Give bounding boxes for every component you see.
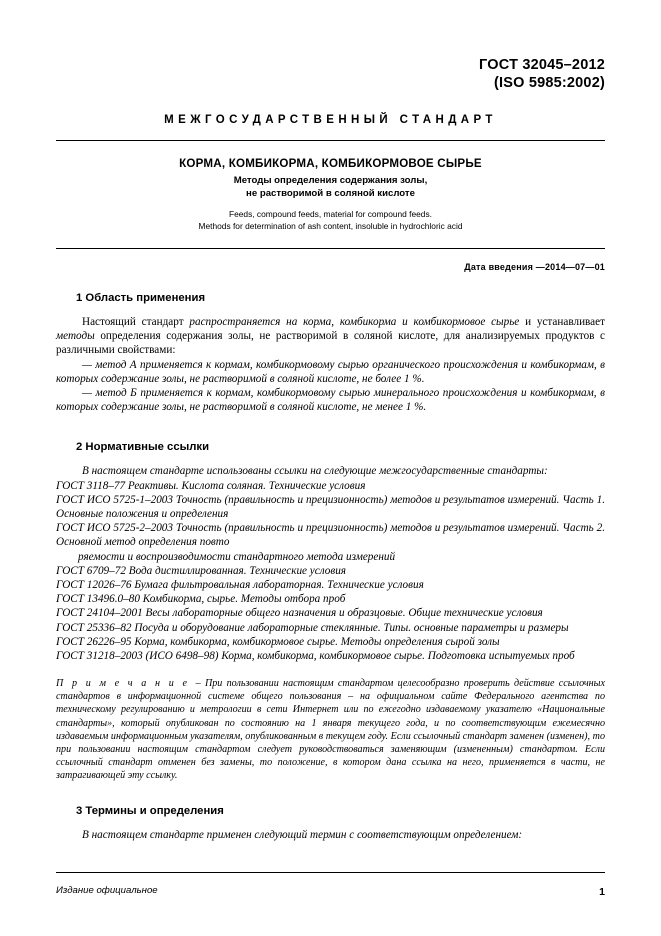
note-text: – При пользовании настоящим стандартом целесообразно проверить действие ссылочных стандартов в информационной системе общего пользования – на официальном сайте Федерального агентства по техническому регулированию и метрологии в сети Интернет или по ежегодно издаваемому указателю «Национальные стандарты», который опубликован по состоянию на 1 января текущего года, и по соответствующим ежемесячно издаваемым информационным указателям, опубликованным в текущем году. Если ссылочный стандарт заменен (изменен), то при пользовании настоящим стандартом следует руководствоваться заменяющим (измененным) стандартом. Если ссылочный стандарт отменен без замены, то положение, в котором дана ссылка на него, применяется в части, не затрагивающей эту ссылку. <box>56 678 605 781</box>
divider-middle <box>56 248 605 249</box>
document-title-english-line1: Feeds, compound feeds, material for compound feeds. <box>229 209 432 219</box>
s1-p1-d: методы <box>56 330 95 343</box>
document-title-main: КОРМА, КОМБИКОРМА, КОМБИКОРМОВОЕ СЫРЬЕ <box>179 157 482 170</box>
s1-p1-b: распространяется на корма, комбикорма и комбикормовое сырье <box>189 316 520 328</box>
page-number: 1 <box>599 886 605 898</box>
section-heading-1: 1 Область применения <box>76 292 206 304</box>
standard-code <box>479 57 605 92</box>
document-title-english-line2: Methods for determination of ash content, insoluble in hydrochloric acid <box>198 221 463 231</box>
s1-p3-b: в которых содержание золы, не растворимой в соляной кислоте, не менее 1 %. <box>56 387 605 414</box>
section3-paragraph-1: В настоящем стандарте применен следующий термин с соответствующим определением: <box>82 829 523 842</box>
reference-item: ГОСТ 31218–2003 (ИСО 6498–98) Корма, комбикорма, комбикормовое сырье. Подготовка испытуемых проб <box>56 650 575 663</box>
s1-p2-a: — метод А применяется к кормам, комбикормовому сырью органического происхождения и комбикормам, <box>82 358 601 371</box>
document-title-sub <box>56 174 605 200</box>
note-label: П р и м е ч а н и е <box>56 678 196 690</box>
reference-item: ГОСТ 12026–76 Бумага фильтровальная лабораторная. Технические условия <box>56 579 424 592</box>
document-title <box>56 157 605 200</box>
document-body <box>56 292 605 842</box>
standard-code-line2: (ISO 5985:2002) <box>493 75 605 91</box>
s1-p2-b: в которых содержание золы, не растворимой в соляной кислоте, не более 1 %. <box>56 358 605 385</box>
section1-paragraph-1 <box>56 315 605 358</box>
spacer-2 <box>56 782 605 791</box>
reference-item: ГОСТ ИСО 5725-2–2003 Точность (правильность и прецизионность) методов и результатов измерений. Часть 2. Основной метод определения повто <box>56 522 605 549</box>
introduction-date: Дата введения —2014—07—01 <box>464 262 605 272</box>
reference-item: ГОСТ 3118–77 Реактивы. Кислота соляная. Технические условия <box>56 479 366 492</box>
section-heading-3: 3 Термины и определения <box>76 805 224 818</box>
reference-item: ГОСТ 6709–72 Вода дистиллированная. Технические условия <box>56 564 346 577</box>
divider-top <box>56 140 605 141</box>
reference-item: ГОСТ ИСО 5725-1–2003 Точность (правильность и прецизионность) методов и результатов измерений. Часть 1. Основные положения и определения <box>56 493 605 521</box>
document-title-english <box>56 208 605 232</box>
s1-p1-e: определения содержания золы, не растворимой в соляной кислоте, для анализируемых продуктов с различными свойствами: <box>56 330 605 357</box>
document-title-sub-line2: не растворимой в соляной кислоте <box>246 188 415 199</box>
reference-item: ГОСТ 13496.0–80 Комбикорма, сырье. Методы отбора проб <box>56 593 346 606</box>
divider-bottom <box>56 872 605 873</box>
reference-item: ГОСТ 24104–2001 Весы лабораторные общего назначения и образцовые. Общие технические условия <box>56 607 543 620</box>
reference-item: ряемости и воспроизводимости стандартного метода измерений <box>78 550 396 563</box>
spacer-1 <box>56 414 605 423</box>
document-title-sub-line1: Методы определения содержания золы, <box>233 175 428 186</box>
reference-item: ГОСТ 25336–82 Посуда и оборудование лабораторные стеклянные. Типы. основные параметры и размеры <box>56 621 569 634</box>
section2-note <box>56 677 605 782</box>
reference-item: ГОСТ 26226–95 Корма, комбикорма, комбикормовое сырье. Методы определения сырой золы <box>56 635 500 648</box>
s1-p3-a: — метод Б применяется к кормам, комбикормовому сырью минерального происхождения и комбикормам, <box>82 387 601 400</box>
s1-p1-a: Настоящий стандарт <box>82 316 190 328</box>
section2-intro: В настоящем стандарте использованы ссылки на следующие межгосударственные стандарты: <box>82 465 548 478</box>
section-heading-2: 2 Нормативные ссылки <box>76 441 210 454</box>
s1-p1-c: и устанавливает <box>519 316 606 328</box>
section1-paragraph-3 <box>56 386 605 414</box>
interstate-standard-banner: МЕЖГОСУДАРСТВЕННЫЙ СТАНДАРТ <box>164 114 497 126</box>
section1-paragraph-2 <box>56 358 605 386</box>
footer-edition: Издание официальное <box>56 885 158 896</box>
standard-code-line1: ГОСТ 32045–2012 <box>479 57 605 73</box>
